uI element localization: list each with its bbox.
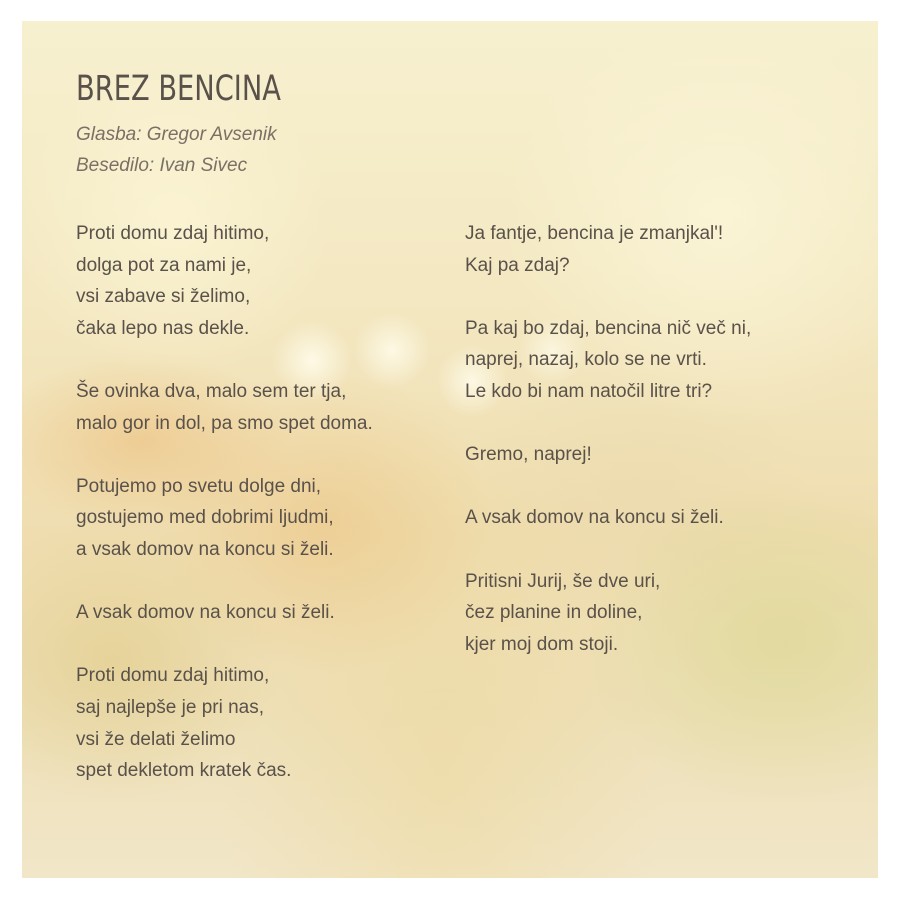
- stanza: [76, 471, 456, 566]
- lyric-line: Še ovinka dva, malo sem ter tja,: [76, 380, 347, 402]
- lyric-line: Ja fantje, bencina je zmanjkal'!: [465, 223, 724, 244]
- lyrics-credit: Besedilo: Ivan Sivec: [76, 155, 248, 176]
- lyrics-page: [22, 21, 878, 878]
- lyrics-column-right: [465, 218, 865, 692]
- stanza: [465, 313, 865, 408]
- lyric-line: Kaj pa zdaj?: [465, 254, 570, 276]
- lyric-line: vsi že delati želimo: [76, 728, 236, 750]
- lyric-line: čez planine in doline,: [465, 602, 643, 624]
- lyric-line: Proti domu zdaj hitimo,: [76, 665, 270, 687]
- lyric-line: Pa kaj bo zdaj, bencina nič več ni,: [465, 317, 752, 339]
- stanza: [76, 597, 456, 629]
- lyrics-column-left: [76, 218, 456, 818]
- lyric-line: gostujemo med dobrimi ljudmi,: [76, 507, 334, 529]
- lyric-line: A vsak domov na koncu si želi.: [76, 602, 335, 624]
- stanza: [465, 218, 865, 281]
- lyric-line: Proti domu zdaj hitimo,: [76, 223, 270, 244]
- lyric-line: Potujemo po svetu dolge dni,: [76, 475, 322, 497]
- lyric-line: malo gor in dol, pa smo spet doma.: [76, 412, 373, 434]
- stanza: [465, 566, 865, 661]
- lyric-line: dolga pot za nami je,: [76, 254, 252, 276]
- song-title: BREZ BENCINA: [76, 69, 281, 109]
- stanza: [76, 376, 456, 439]
- lyric-line: naprej, nazaj, kolo se ne vrti.: [465, 349, 707, 371]
- lyric-line: A vsak domov na koncu si želi.: [465, 507, 724, 529]
- lyric-line: saj najlepše je pri nas,: [76, 696, 264, 718]
- music-credit: Glasba: Gregor Avsenik: [76, 124, 277, 145]
- lyric-line: Pritisni Jurij, še dve uri,: [465, 570, 661, 592]
- lyric-line: čaka lepo nas dekle.: [76, 317, 250, 339]
- lyric-line: kjer moj dom stoji.: [465, 633, 619, 655]
- lyric-line: a vsak domov na koncu si želi.: [76, 538, 334, 560]
- stanza: [76, 660, 456, 786]
- lyric-line: Gremo, naprej!: [465, 444, 592, 466]
- stanza: [465, 502, 865, 534]
- stanza: [76, 218, 456, 344]
- lyric-line: Le kdo bi nam natočil litre tri?: [465, 380, 713, 402]
- stanza: [465, 439, 865, 471]
- lyric-line: vsi zabave si želimo,: [76, 286, 251, 308]
- lyric-line: spet dekletom kratek čas.: [76, 760, 292, 782]
